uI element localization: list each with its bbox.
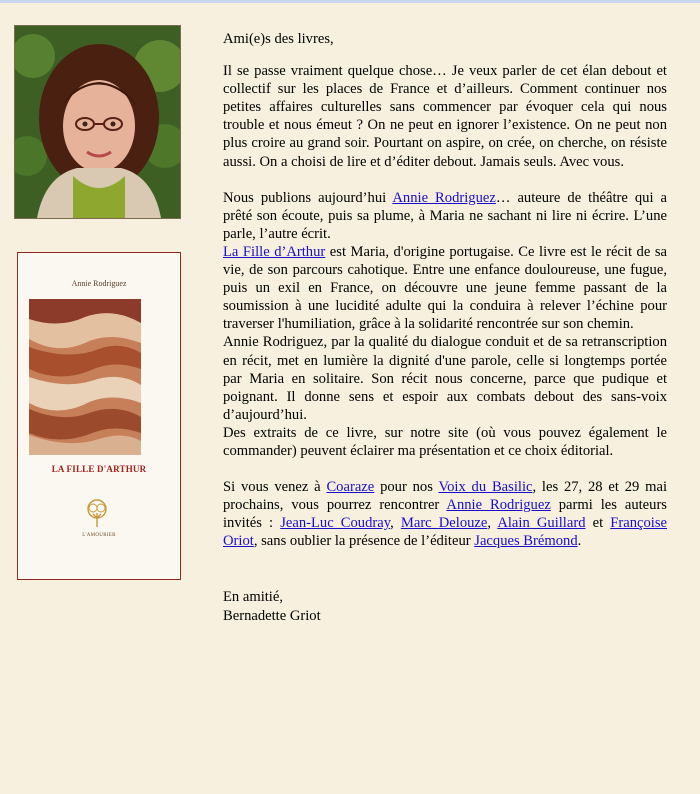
cover-painting bbox=[29, 299, 141, 455]
author-link[interactable]: Annie Rodriguez bbox=[392, 189, 496, 206]
text-span: Des extraits de ce livre, sur notre site (où vous pouvez également le commander) peuvent éclairer ma présentation et ce choix éditorial. bbox=[223, 424, 667, 459]
text-span: , sans oublier la présence de l’éditeur bbox=[253, 533, 475, 550]
text-span: , bbox=[487, 515, 498, 532]
guillard-link[interactable]: Alain Guillard bbox=[497, 515, 586, 532]
text-span: . bbox=[577, 533, 582, 550]
oriot-link[interactable]: Françoise Oriot bbox=[223, 515, 667, 550]
text-span: … auteure de théâtre qui a prêté son écoute, puis sa plume, à Maria ne sachant ni lire ni écrire. L’une parle, l’autre écrit. bbox=[223, 189, 668, 242]
tree-icon bbox=[85, 499, 109, 529]
delouze-link[interactable]: Marc Delouze bbox=[400, 515, 488, 532]
portrait-image bbox=[15, 26, 180, 218]
text-span: , les 27, 28 et 29 mai prochains, vous pourrez rencontrer bbox=[223, 479, 667, 514]
annie-rodriguez-link[interactable]: Annie Rodriguez bbox=[446, 497, 551, 514]
closing: En amitié, bbox=[223, 589, 283, 606]
book-publisher: L'AMOURIER bbox=[82, 533, 116, 538]
text-span: est Maria, d'origine portugaise. Ce livre est le récit de sa vie, de son parcours cahotique. Entre une enfance douloureuse, une fugue, puis un exil en France, on découvre une jeune femme passant de la soumission à une lucidité adulte qui la conduira à relever l’échine pour traverser l'humiliation, grâce à la solidarité rencontrée sur son chemin. bbox=[223, 243, 667, 333]
text-span: , bbox=[390, 515, 401, 532]
signature: Bernadette Griot bbox=[223, 607, 321, 624]
bremond-link[interactable]: Jacques Brémond bbox=[474, 533, 578, 550]
book-author: Annie Rodriguez bbox=[71, 279, 127, 288]
text-span: Annie Rodriguez, par la qualité du dialogue conduit et de sa retranscription en récit, met en lumière la dignité d'une parole, celle si longtemps portée par Maria en solitaire. Son récit nous concerne, parce que pudique et poignant. Il donne sens et espoir aux combats debout des sans-voix d’aujourd’hui. bbox=[223, 334, 667, 423]
text-span: Si vous venez à bbox=[223, 479, 327, 496]
text-span: pour nos bbox=[374, 479, 439, 496]
text-span: parmi les auteurs invités : bbox=[223, 497, 667, 532]
text-span: et bbox=[585, 515, 611, 532]
coudray-link[interactable]: Jean-Luc Coudray bbox=[280, 515, 391, 532]
voix-du-basilic-link[interactable]: Voix du Basilic bbox=[438, 479, 533, 496]
publication-paragraph bbox=[223, 189, 667, 460]
email-body bbox=[223, 30, 667, 625]
book-title: LA FILLE D'ARTHUR bbox=[51, 464, 147, 474]
intro-paragraph: Il se passe vraiment quelque chose… Je veux parler de cet élan debout et collectif sur les places de France et d’ailleurs. Comment continuer nos petites affaires culturelles sans commencer par évoquer cela qui nous trouble et nous émeut ? On ne peut en ignorer l’existence. On ne peut non plus croire au grand soir. Pourtant on aspire, on crée, on cherche, on résiste aussi. On a choisi de lire et d’éditer debout. Jamais seuls. Avec vous. bbox=[223, 63, 667, 170]
text-span: Nous publions aujourd’hui bbox=[223, 189, 393, 206]
image-column bbox=[0, 0, 200, 794]
event-paragraph bbox=[223, 478, 667, 550]
author-photo bbox=[14, 25, 181, 219]
book-cover bbox=[17, 252, 181, 580]
book-title-link[interactable]: La Fille d’Arthur bbox=[223, 243, 326, 260]
greeting: Ami(e)s des livres, bbox=[223, 31, 334, 47]
coaraze-link[interactable]: Coaraze bbox=[326, 479, 375, 496]
